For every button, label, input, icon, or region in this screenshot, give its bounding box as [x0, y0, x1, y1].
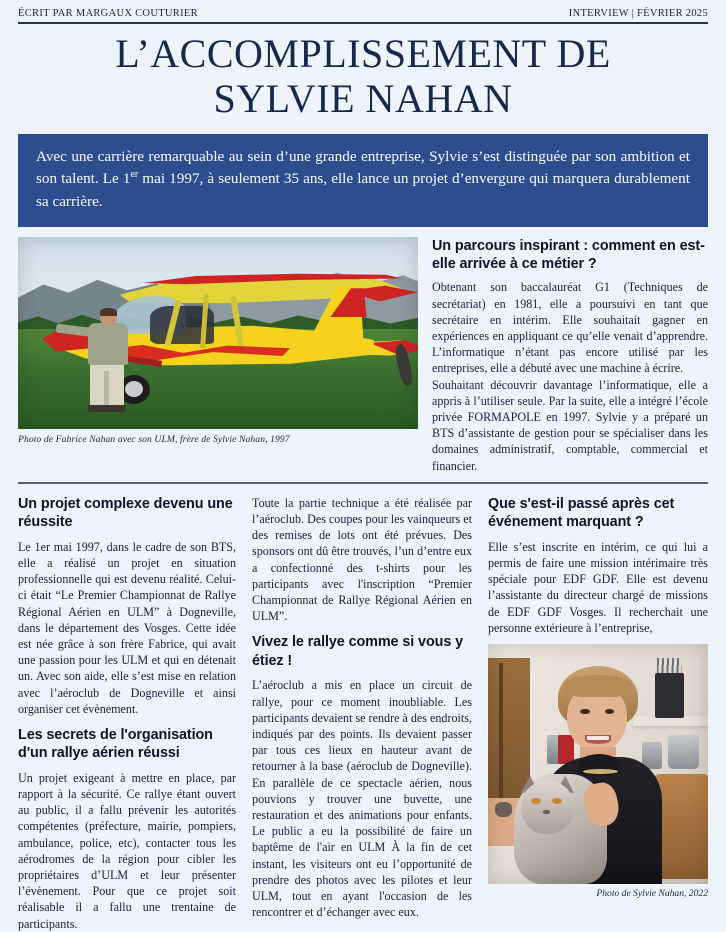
column-right	[488, 495, 708, 899]
paragraph-parcours-1: Obtenant son baccalauréat G1 (Techniques de secrétariat) en 1981, elle a poursuivi en tant que secrétaire en intérim. Elle souhaitait gagner en expériences en appliquant ce qu’elle venait d’apprendre. L’informatique n’étant pas encore utilisé par les entreprises, elle a débuté avec une machine à écrire.	[432, 280, 708, 376]
page-title-line-1: L’ACCOMPLISSEMENT DE	[115, 31, 611, 76]
column-middle	[252, 495, 472, 921]
ulm-photo-column	[18, 237, 418, 474]
masthead-author: ÉCRIT PAR MARGAUX COUTURIER	[18, 8, 198, 19]
lede-text-part-2: mai 1997, à seulement 35 ans, elle lance un projet d’envergure qui marquera durablement sa carrière.	[36, 170, 690, 210]
lede-text-part-1: Avec une carrière remarquable au sein d’une grande entreprise, Sylvie s’est distinguée par son ambition et son talent. Le 1	[36, 148, 690, 188]
page-title	[18, 31, 708, 122]
column-middle-spacer	[252, 624, 472, 633]
ulm-photo-caption: Photo de Fabrice Nahan avec son ULM, frère de Sylvie Nahan, 1997	[18, 433, 290, 445]
paragraph-apres: Elle s’est inscrite en intérim, ce qui lui a permis de faire une mission intérimaire très spéciale pour EDF GDF. Elle est devenu l’assistante du directeur chargé de missions de EDF GDF Vosges. Il recherchait une personne extérieure à l’entreprise,	[488, 539, 708, 635]
heading-parcours: Un parcours inspirant : comment en est-elle arrivée à ce métier ?	[432, 237, 705, 272]
masthead-divider	[18, 22, 708, 24]
upper-block	[18, 237, 708, 474]
page-title-line-2: SYLVIE NAHAN	[213, 76, 513, 122]
photo-vignette	[18, 237, 418, 429]
heading-projet: Un projet complexe devenu une réussite	[18, 495, 233, 531]
paragraph-technique: Toute la partie technique a été réalisée par l’aéroclub. Des coupes pour les vainqueurs et des remises de lots ont été prévues. Des sponsors ont dû être trouvés, l’un d’entre eux a confectionné des t-shirts pour les participants avec l'inscription “Premier Championnat de Rallye Régional Aérien en ULM”.	[252, 495, 472, 624]
three-column-body	[18, 495, 708, 932]
column-left-spacer	[18, 717, 236, 726]
paragraph-secrets: Un projet exigeant à mettre en place, par rapport à la sécurité. Ce rallye étant ouvert au public, il a fallu prévenir les autorités compétentes (préfecture, mairie, pompiers, ambulance, police, etc), contacter tous les aérodromes de la région pour cibler les propriétaires d’ULM et leur présenter l’évènement. Pour que ce projet soit réalisable il a fallu une trentaine de participants.	[18, 770, 237, 931]
column-left	[18, 495, 236, 932]
section-divider	[18, 482, 708, 484]
paragraph-projet: Le 1er mai 1997, dans le cadre de son BTS, elle a réalisé un projet en situation professionnelle qui est devenu réalité. Celui-ci était “Le Premier Championnat de Rallye Régional Aérien en ULM” à Dogneville, dans le département des Vosges. Cette idée est née grâce à son frère Fabrice, qui avait une passion pour les ULM et qui en détenait un. Avec son aide, elle s’est mise en relation avec l’aéroclub de Dogneville et ainsi organiser cet évènement.	[18, 539, 237, 716]
sylvie-photo	[488, 644, 708, 884]
lede-box	[18, 134, 708, 226]
heading-rallye: Vivez le rallye comme si vous y étiez !	[252, 634, 464, 669]
intro-right-column	[432, 237, 708, 474]
masthead	[18, 0, 708, 22]
heading-secrets: Les secrets de l'organisation d'un rallye aérien réussi	[18, 726, 213, 762]
masthead-issue: INTERVIEW | FÉVRIER 2025	[568, 8, 708, 19]
sylvie-photo-vignette	[488, 644, 708, 884]
sylvie-photo-caption: Photo de Sylvie Nahan, 2022	[596, 887, 708, 899]
ulm-photo	[18, 237, 418, 429]
paragraph-parcours-2: Souhaitant découvrir davantage l’informatique, elle a appris à l’utiliser seule. Par la suite, elle a intégré l’école privée FORMAPOLE en 1997. Sylvie y a préparé un BTS d’assistante de gestion pour se spécialiser dans les domaines administratif, comptable, commercial et financier.	[432, 377, 708, 473]
heading-apres: Que s'est-il passé après cet événement marquant ?	[488, 495, 675, 531]
lede-ordinal-suffix: er	[130, 169, 139, 181]
paragraph-rallye: L’aéroclub a mis en place un circuit de rallye, pour ce moment inoubliable. Les participants devaient se rendre à des endroits, indiqués par des points. Ils devaient passer par tous ces lieux en hauteur avant de retourner à la base (aéroclub de Dogneville). En parallèle de ce spectacle aérien, nous pouvions y trouver une buvette, une restauration et des animations pour enfants. Le public a eu la possibilité de faire un baptême de l'air en ULM À la fin de cet instant, les visiteurs ont eu l’opportunité de prendre des photos avec les pilotes et leur ULM, tout en ayant l'occasion de les rencontrer et d’échanger avec eux.	[252, 678, 472, 920]
